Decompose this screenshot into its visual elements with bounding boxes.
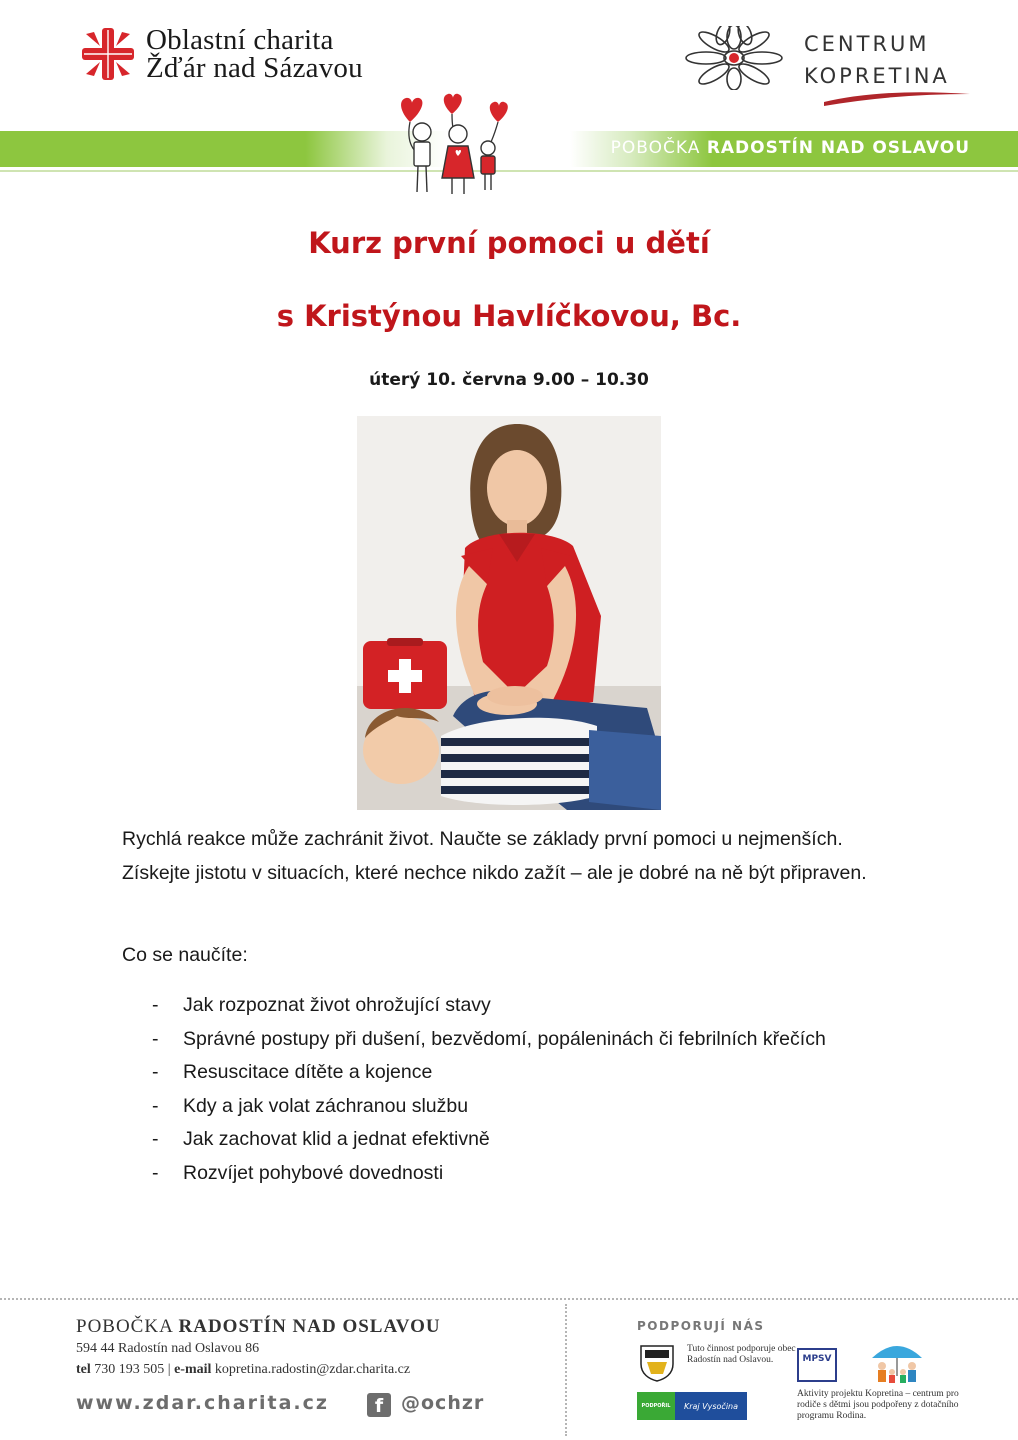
supporters-title: PODPORUJÍ NÁS: [637, 1319, 765, 1333]
facebook-icon[interactable]: f: [367, 1393, 391, 1417]
footer-email-link[interactable]: kopretina.radostin@zdar.charita.cz: [214, 1362, 411, 1377]
first-aid-photo: [357, 416, 661, 810]
mpsv-logo: MPSV: [797, 1348, 837, 1382]
centrum-word: CENTRUM: [804, 32, 930, 56]
list-item: - Kdy a jak volat záchranou službu: [152, 1094, 469, 1117]
charita-logo: [80, 26, 363, 82]
learn-heading: Co se naučíte:: [122, 944, 248, 966]
website-link[interactable]: www.zdar.charita.cz: [76, 1392, 329, 1414]
event-title-line2: s Kristýnou Havlíčkovou, Bc.: [276, 299, 742, 333]
event-title-line1: Kurz první pomoci u dětí: [308, 226, 710, 260]
event-datetime: úterý 10. června 9.00 – 10.30: [369, 370, 649, 390]
kopretina-word: KOPRETINA: [804, 64, 950, 88]
municipality-crest-icon: [637, 1344, 677, 1382]
family-umbrella-icon: [868, 1340, 926, 1386]
branch-label: POBOČKA RADOSTÍN NAD OSLAVOU: [610, 138, 970, 158]
org-name-line2: Žďár nad Sázavou: [146, 52, 363, 84]
intro-paragraph: Rychlá reakce může zachránit život. Naučte se základy první pomoci u nejmenších. Získejte jistotu v situacích, které nechce nikdo zažít – ale je dobré na ně být připraven.: [122, 828, 867, 884]
footer-divider: [0, 1298, 1018, 1300]
footer-column-divider: [565, 1304, 567, 1436]
footer-branch-title: POBOČKA RADOSTÍN NAD OSLAVOU: [76, 1316, 441, 1337]
list-item: - Správné postupy při dušení, bezvědomí, popáleninách či febrilních křečích: [152, 1027, 826, 1050]
footer-phone[interactable]: 730 193 505: [94, 1362, 165, 1377]
footer-contacts: tel 730 193 505 | e-mail kopretina.radostin@zdar.charita.cz: [76, 1362, 411, 1377]
learn-list: [152, 989, 852, 1190]
daisy-icon: [676, 26, 792, 90]
swoosh-decoration: [824, 90, 970, 106]
charita-cross-icon: [80, 26, 136, 82]
footer-address: 594 44 Radostín nad Oslavou 86: [76, 1341, 260, 1356]
family-hearts-illustration: [382, 92, 522, 202]
facebook-handle-link[interactable]: @ochzr: [401, 1392, 485, 1414]
list-item: - Rozvíjet pohybové dovednosti: [152, 1161, 444, 1184]
municipality-support-text: Tuto činnost podporuje obec Radostín nad Oslavou.: [687, 1344, 796, 1365]
list-item: - Resuscitace dítěte a kojence: [152, 1061, 433, 1083]
project-support-text: Aktivity projektu Kopretina – centrum pro rodiče s dětmi jsou podpořeny z dotačního programu Rodina.: [797, 1389, 959, 1421]
org-name-line1: Oblastní charita: [146, 24, 334, 56]
list-item: - Jak rozpoznat život ohrožující stavy: [152, 994, 491, 1016]
kraj-vysocina-logo: PODPOŘIL Kraj Vysočina: [637, 1392, 747, 1420]
list-item: - Jak zachovat klid a jednat efektivně: [152, 1128, 490, 1150]
kopretina-logo: [676, 24, 976, 108]
